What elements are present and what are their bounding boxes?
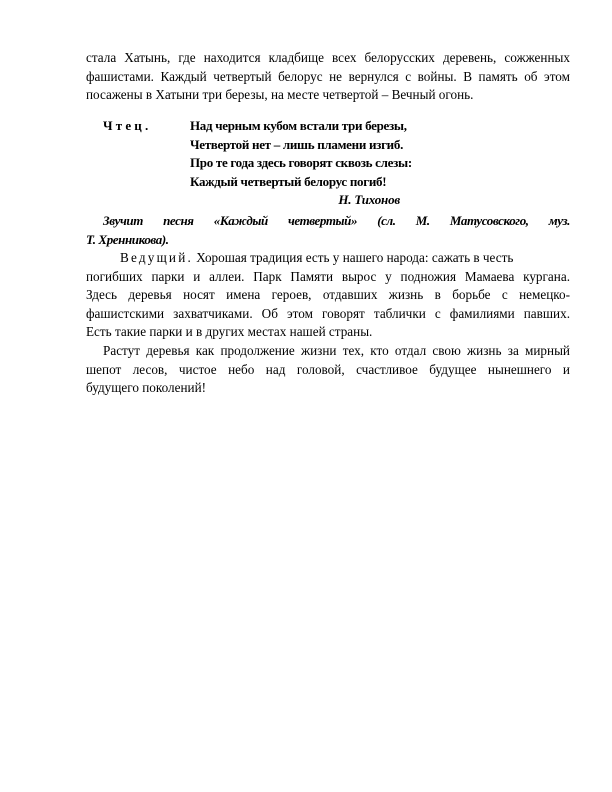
host-first-line-text: Хорошая традиция есть у нашего народа: сажать в честь: [196, 250, 514, 265]
intro-line: стала Хатынь, где находится кладбище всех белорусских деревень, сожженных: [86, 50, 570, 65]
host-first-line: [86, 249, 570, 268]
closing-line: будущего поколений!: [86, 380, 207, 396]
song-note-line: Звучит песня «Каждый четвертый» (сл. М. Матусовского, муз.: [103, 213, 570, 228]
poem-verse: Каждый четвертый белорус погиб!: [190, 173, 387, 189]
host-line: фашистскими захватчиками. Об этом говорят таблички с фамилиями павших.: [86, 305, 570, 321]
poem-verses: [190, 117, 412, 210]
poem-author: Н. Тихонов: [338, 192, 400, 208]
closing-line: Растут деревья как продолжение жизни тех, кто отдал свою жизнь за мирный: [103, 343, 570, 358]
intro-line: фашистами. Каждый четвертый белорус не вернулся с войны. В память об этом: [86, 68, 570, 84]
song-note: [86, 211, 570, 249]
host-line: погибших парки и аллеи. Парк Памяти вырос у подножия Мамаева кургана.: [86, 268, 570, 284]
host-line: Есть такие парки и в других местах нашей страны.: [86, 324, 373, 340]
intro-line: посажены в Хатыни три березы, на месте четвертой – Вечный огонь.: [86, 87, 474, 103]
intro-paragraph: [86, 49, 570, 105]
poem-verse: Над черным кубом встали три березы,: [190, 118, 407, 133]
host-speaker: Ведущий.: [119, 250, 193, 265]
closing-line: шепот лесов, чистое небо над головой, счастливое будущее нынешнего и: [86, 361, 570, 377]
poem-speaker: Чтец.: [103, 118, 152, 133]
poem-verse: Про те года здесь говорят сквозь слезы:: [190, 155, 412, 171]
host-paragraph: [86, 249, 570, 342]
poem-verse: Четвертой нет – лишь пламени изгиб.: [190, 136, 404, 152]
host-line: Здесь деревья носят имена героев, отдавших жизнь в борьбе с немецко-: [86, 287, 570, 303]
closing-paragraph: [86, 342, 570, 398]
song-note-line: Т. Хренникова).: [86, 232, 169, 247]
